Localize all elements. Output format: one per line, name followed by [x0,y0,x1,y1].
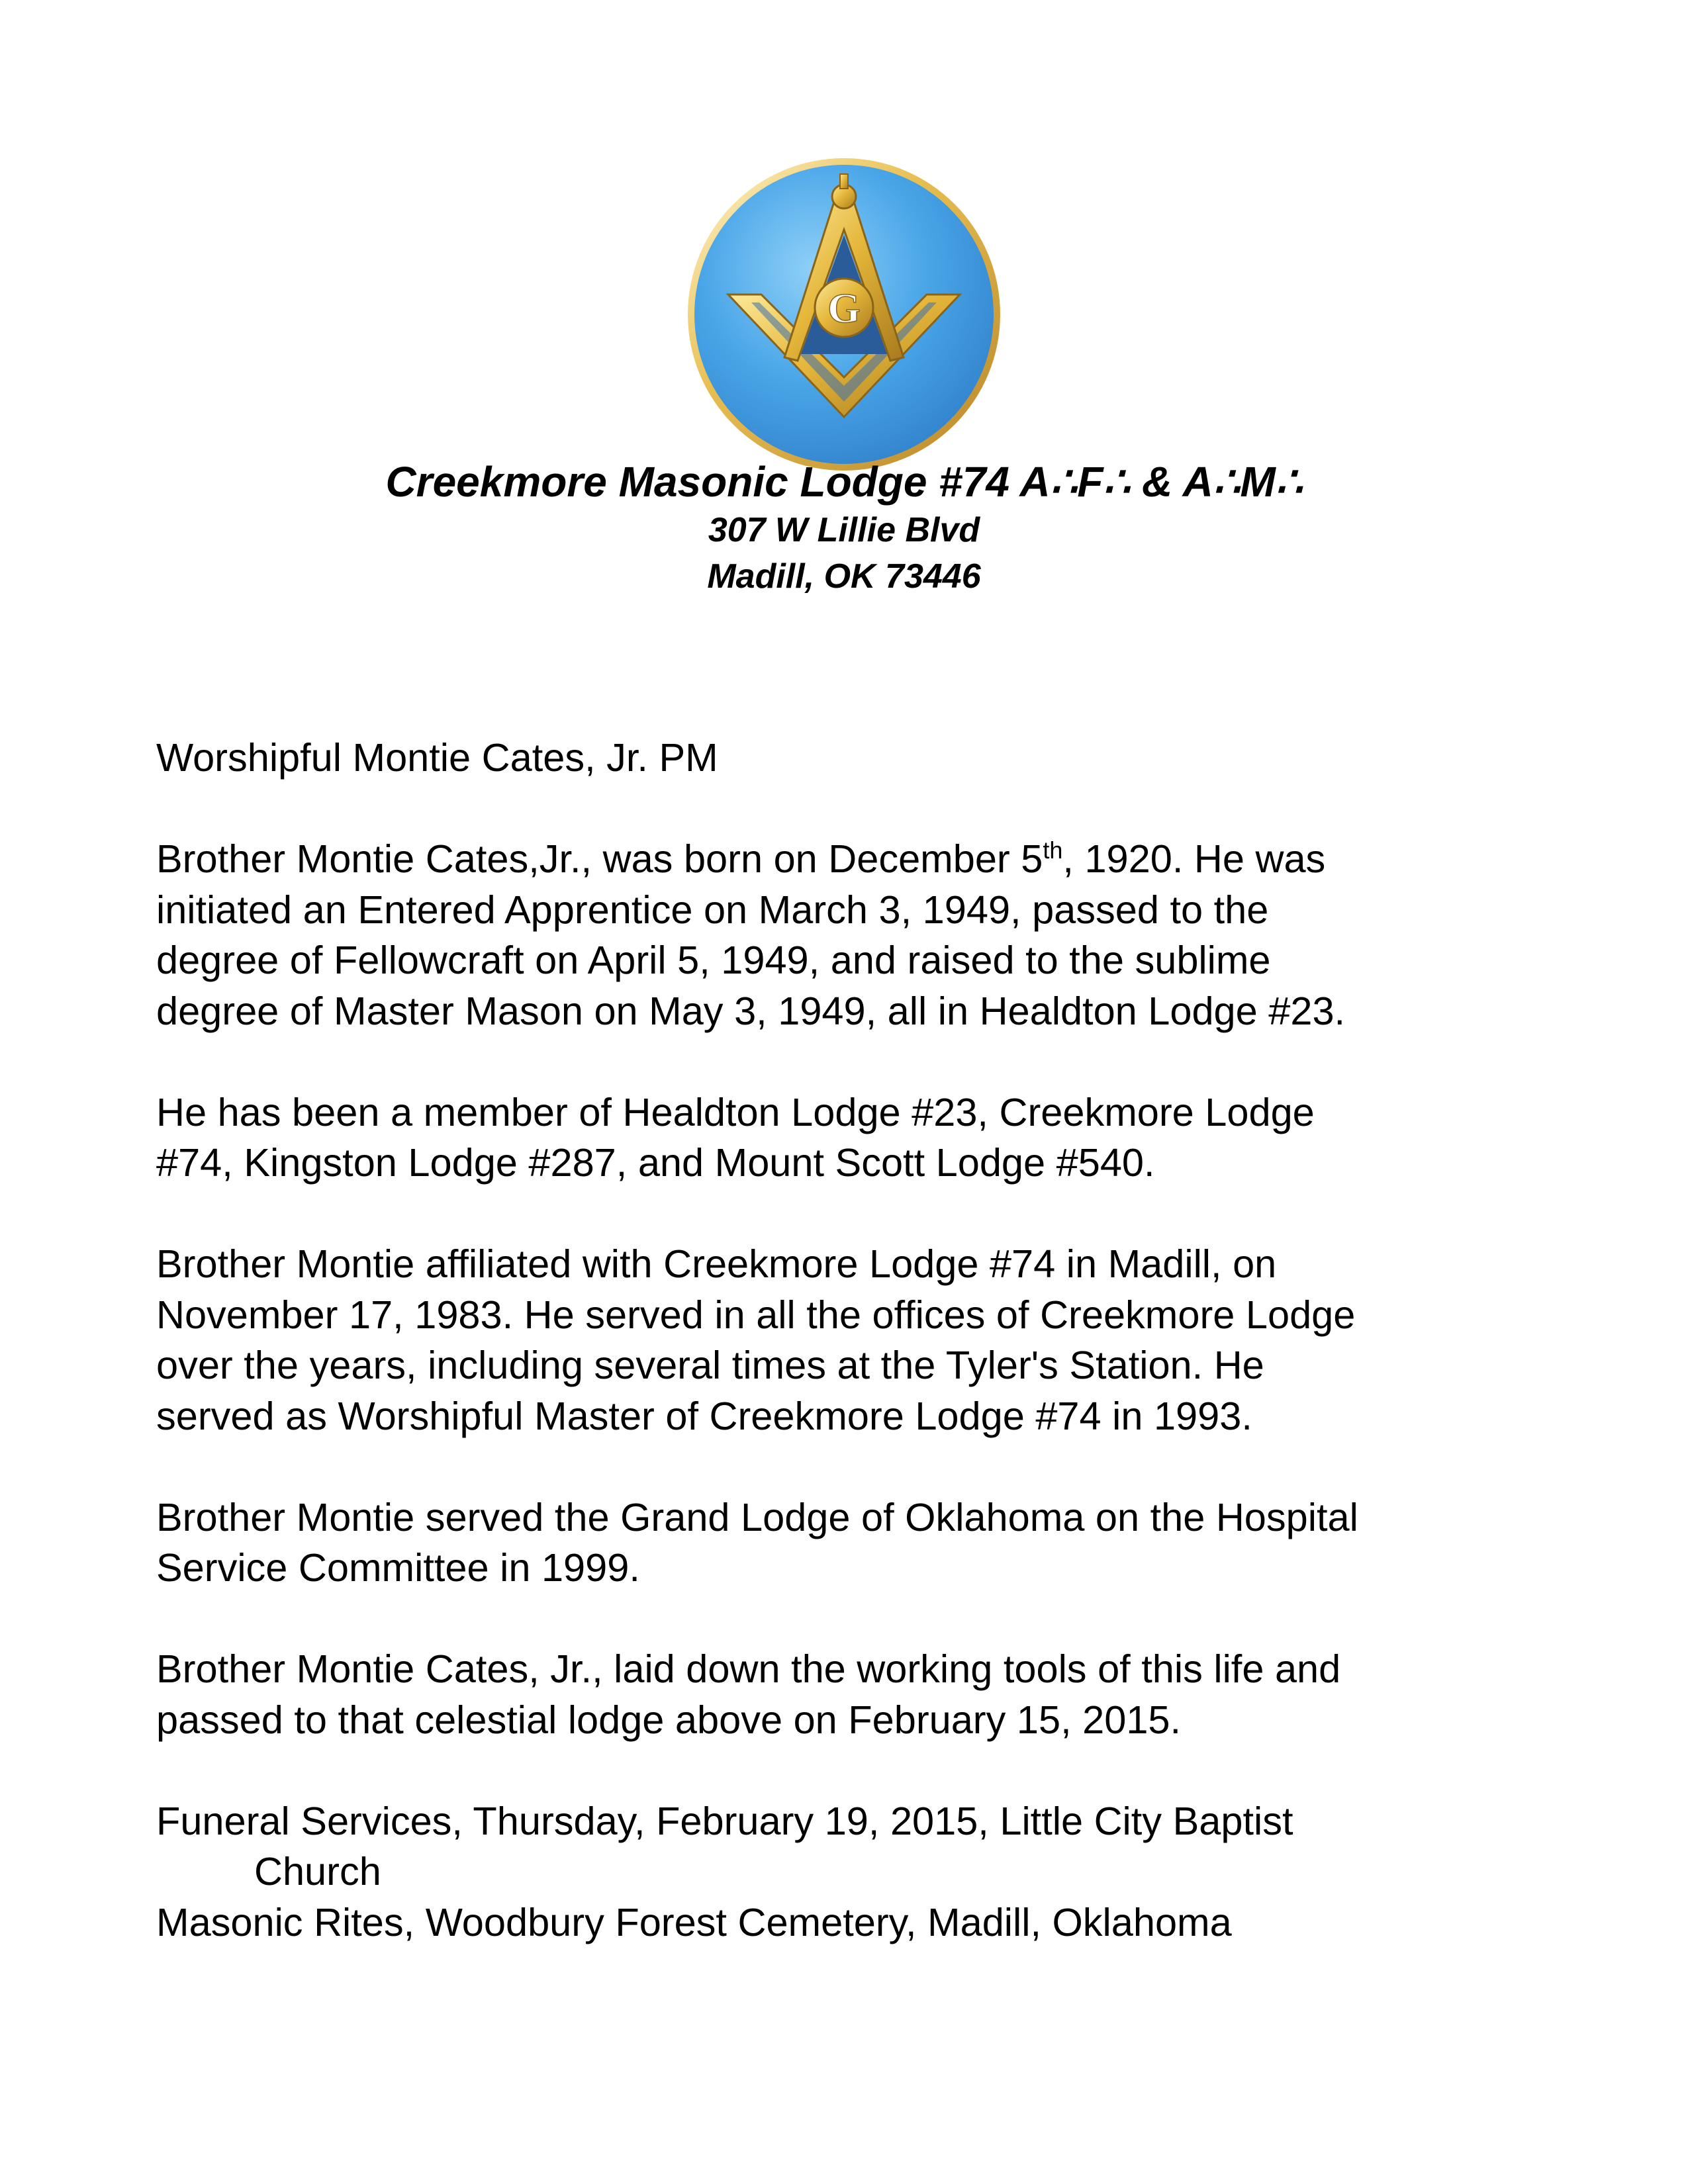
paragraph-line: initiated an Entered Apprentice on March 3, 1949, passed to the [156,887,1269,932]
paragraph-birth-initiation [156,834,1573,1036]
paragraph-grand-lodge [156,1492,1573,1594]
address-line-1: 307 W Lillie Blvd [708,511,980,549]
paragraph-memberships [156,1087,1573,1189]
paragraph-passing [156,1644,1573,1745]
document-body [156,733,1573,1948]
paragraph-line: Brother Montie served the Grand Lodge of Oklahoma on the Hospital [156,1494,1358,1539]
logo-letter: G [827,285,861,332]
address-line-2: Madill, OK 73446 [707,557,981,596]
paragraph-line: degree of Fellowcraft on April 5, 1949, and raised to the sublime [156,938,1271,982]
square-and-compasses-icon [685,156,1003,473]
masonic-rites: Masonic Rites, Woodbury Forest Cemetery, Madill, Oklahoma [156,1899,1232,1944]
lodge-header [0,457,1688,600]
paragraph-line: served as Worshipful Master of Creekmore Lodge #74 in 1993. [156,1393,1252,1438]
masonic-logo [685,156,1003,473]
funeral-services: Funeral Services, Thursday, February 19, 2015, Little City Baptist [156,1798,1293,1843]
paragraph-line: degree of Master Mason on May 3, 1949, all in Healdton Lodge #23. [156,988,1346,1033]
paragraph-line: #74, Kingston Lodge #287, and Mount Scott Lodge #540. [156,1140,1155,1185]
services-info [156,1796,1573,1948]
paragraph-line: passed to that celestial lodge above on February 15, 2015. [156,1697,1182,1742]
document-title: Worshipful Montie Cates, Jr. PM [156,735,718,780]
paragraph-line: Brother Montie Cates, Jr., laid down the working tools of this life and [156,1647,1341,1691]
paragraph-line: over the years, including several times at the Tyler's Station. He [156,1343,1264,1387]
paragraph-line: Brother Montie Cates,Jr., was born on December 5th, 1920. He was [156,837,1326,881]
lodge-name: Creekmore Masonic Lodge #74 A∴F∴ & A∴M∴ [385,458,1303,506]
paragraph-line: November 17, 1983. He served in all the offices of Creekmore Lodge [156,1292,1356,1337]
paragraph-line: He has been a member of Healdton Lodge #23, Creekmore Lodge [156,1089,1315,1134]
paragraph-line: Brother Montie affiliated with Creekmore Lodge #74 in Madill, on [156,1242,1277,1286]
funeral-services-continued: Church [254,1849,381,1893]
paragraph-affiliation [156,1239,1573,1441]
paragraph-line: Service Committee in 1999. [156,1545,640,1590]
